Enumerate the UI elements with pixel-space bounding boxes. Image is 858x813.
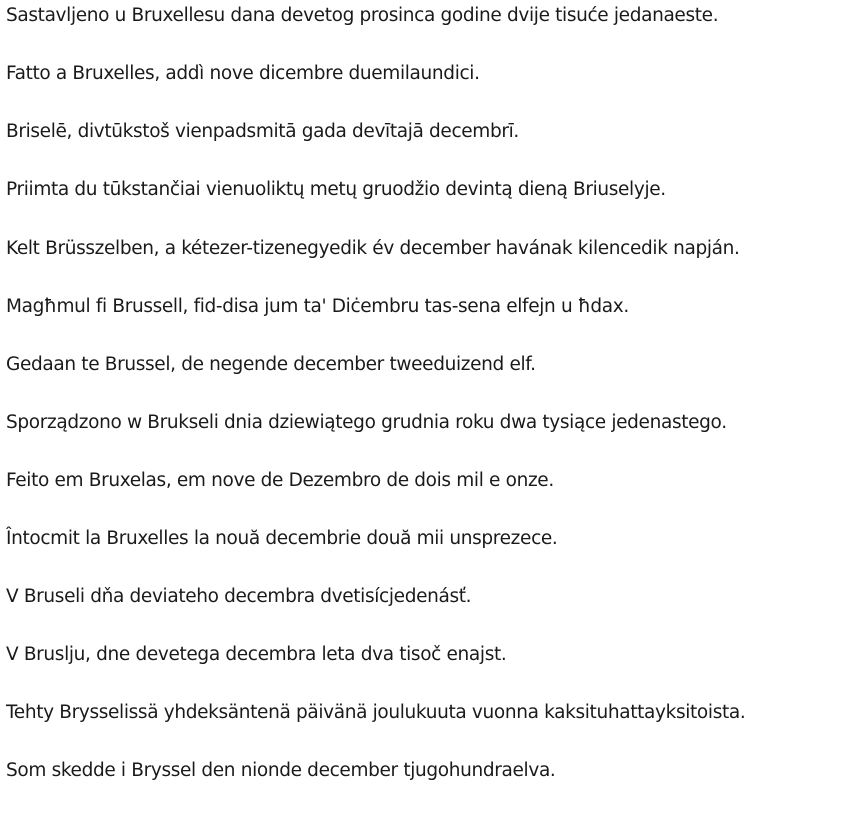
signature-line-mt: Magħmul fi Brussell, fid-disa jum ta' Diċembru tas-sena elfejn u ħdax. — [6, 296, 629, 317]
signature-line-hu: Kelt Brüsszelben, a kétezer-tizenegyedik év december havának kilencedik napján. — [6, 238, 740, 259]
signature-line-lt: Priimta du tūkstančiai vienuoliktų metų gruodžio devintą dieną Briuselyje. — [6, 179, 666, 200]
signature-line-pl: Sporządzono w Brukseli dnia dziewiątego grudnia roku dwa tysiące jedenastego. — [6, 412, 727, 433]
signature-line-sl: V Bruslju, dne devetega decembra leta dva tisoč enajst. — [6, 644, 507, 665]
signature-line-hr: Sastavljeno u Bruxellesu dana devetog prosinca godine dvije tisuće jedanaeste. — [6, 5, 719, 26]
signature-line-ro: Întocmit la Bruxelles la nouă decembrie două mii unsprezece. — [6, 528, 558, 549]
signature-line-it: Fatto a Bruxelles, addì nove dicembre duemilaundici. — [6, 63, 480, 84]
signature-line-nl: Gedaan te Brussel, de negende december tweeduizend elf. — [6, 354, 536, 375]
signature-line-sv: Som skedde i Bryssel den nionde december tjugohundraelva. — [6, 760, 556, 781]
signature-line-pt: Feito em Bruxelas, em nove de Dezembro de dois mil e onze. — [6, 470, 554, 491]
signature-line-sk: V Bruseli dňa deviateho decembra dvetisícjedenásť. — [6, 586, 472, 607]
signature-line-fi: Tehty Brysselissä yhdeksäntenä päivänä joulukuuta vuonna kaksituhattayksitoista. — [6, 702, 746, 723]
signature-line-lv: Briselē, divtūkstoš vienpadsmitā gada devītajā decembrī. — [6, 121, 519, 142]
